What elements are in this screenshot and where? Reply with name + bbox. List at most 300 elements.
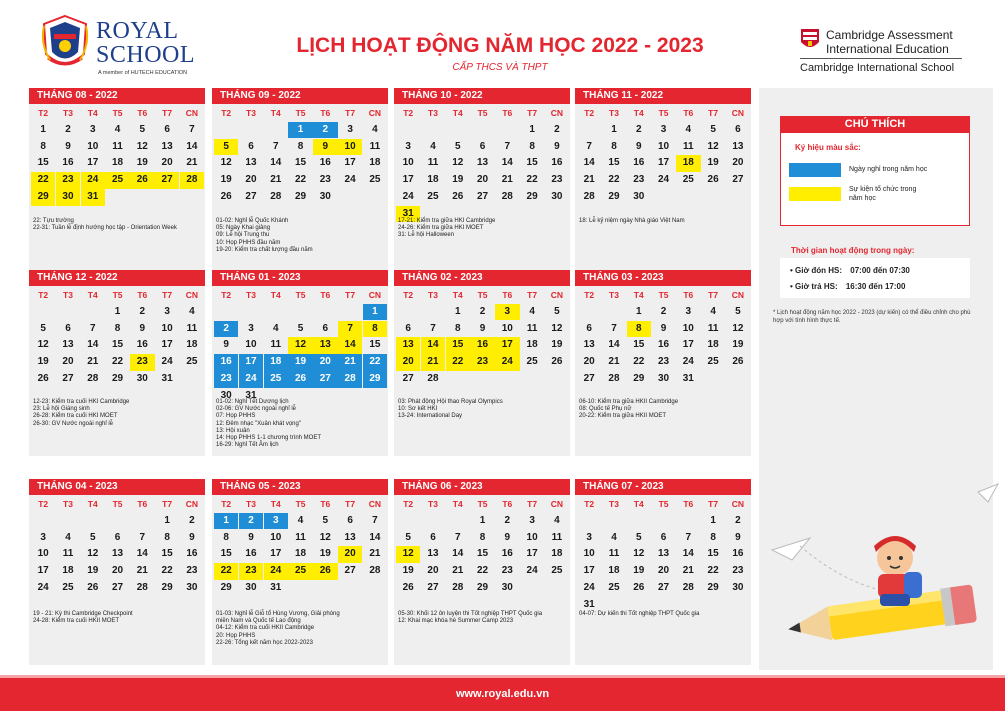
day-cell: 16 xyxy=(551,157,563,169)
empty-cell xyxy=(421,122,445,139)
weekday-label: T7 xyxy=(708,499,719,509)
day-cell: 23 xyxy=(186,565,198,577)
day-cell: 22 xyxy=(633,356,645,368)
month-title: THÁNG 09 - 2022 xyxy=(212,88,388,104)
empty-cell xyxy=(214,304,238,321)
weekday-label: T4 xyxy=(452,108,463,118)
day-cell: 28 xyxy=(452,581,464,593)
day-cell: 19 xyxy=(707,157,719,169)
month-events xyxy=(398,611,568,625)
day-grid xyxy=(396,287,569,388)
day-cell: 16 xyxy=(657,339,670,351)
cambridge-title-line2: International Education xyxy=(826,42,949,56)
day-cell: 22 xyxy=(111,356,124,368)
day-cell: 25 xyxy=(62,581,74,593)
day-cell: 5 xyxy=(405,531,411,543)
event-item: 12-23: Kiểm tra cuối HKI Cambridge xyxy=(33,399,130,405)
day-cell: 18 xyxy=(676,155,700,172)
day-cell: 28 xyxy=(87,372,99,384)
day-cell: 13 xyxy=(313,337,337,354)
day-cell: 18 xyxy=(264,354,288,371)
empty-cell xyxy=(421,513,445,530)
month-calendar xyxy=(575,88,751,274)
month-title: THÁNG 11 - 2022 xyxy=(575,88,751,104)
weekday-label: T7 xyxy=(162,290,173,300)
day-grid xyxy=(214,287,387,404)
event-item: miền Nam và Quốc tế Lao động xyxy=(216,618,301,625)
day-cell: 16 xyxy=(62,157,74,169)
event-item: 06-10: Kiểm tra giữa HKII Cambridge xyxy=(579,399,679,405)
day-cell: 8 xyxy=(529,140,535,152)
day-cell: 15 xyxy=(476,548,489,560)
day-cell: 6 xyxy=(479,140,486,152)
weekday-label: T5 xyxy=(112,108,123,118)
weekday-label: T2 xyxy=(584,499,595,509)
weekday-label: T6 xyxy=(137,499,148,509)
day-cell: 14 xyxy=(186,140,198,152)
empty-cell xyxy=(56,304,80,321)
empty-cell xyxy=(239,304,263,321)
empty-cell xyxy=(239,122,263,139)
day-cell: 16 xyxy=(470,337,494,354)
weekday-label: T2 xyxy=(221,499,232,509)
day-cell: 26 xyxy=(288,371,312,388)
day-cell: 23 xyxy=(470,354,494,371)
event-swatch xyxy=(789,187,841,201)
month-events xyxy=(216,611,386,647)
month-events xyxy=(216,218,386,254)
day-cell: 26 xyxy=(220,190,232,202)
day-cell: 8 xyxy=(297,140,304,152)
weekday-label: T3 xyxy=(428,108,438,118)
event-item: 05: Ngày Khai giảng xyxy=(216,225,271,232)
paper-plane-icon xyxy=(978,484,998,502)
month-events xyxy=(33,399,203,428)
day-cell: 11 xyxy=(295,531,306,543)
event-item: 23: Lễ hội Giáng sinh xyxy=(33,406,90,413)
day-cell: 9 xyxy=(223,339,229,351)
weekday-label: T6 xyxy=(320,108,331,118)
day-grid xyxy=(31,105,204,206)
day-cell: 25 xyxy=(427,190,439,202)
cambridge-title-line1: Cambridge Assessment xyxy=(826,28,953,42)
day-cell: 1 xyxy=(214,513,238,530)
day-cell: 27 xyxy=(245,190,257,202)
empty-cell xyxy=(81,513,105,530)
day-cell: 30 xyxy=(245,581,257,593)
day-grid xyxy=(396,105,569,222)
day-cell: 31 xyxy=(81,189,105,206)
day-cell: 12 xyxy=(288,337,312,354)
day-cell: 7 xyxy=(272,140,279,152)
day-cell: 26 xyxy=(130,172,154,189)
day-cell: 9 xyxy=(479,322,486,334)
day-cell: 28 xyxy=(608,372,620,384)
day-cell: 6 xyxy=(114,531,121,543)
month-title: THÁNG 02 - 2023 xyxy=(394,270,570,286)
day-cell: 11 xyxy=(112,140,123,152)
day-cell: 3 xyxy=(264,513,288,530)
day-cell: 11 xyxy=(608,548,620,560)
day-cell: 20 xyxy=(313,354,337,371)
day-cell: 4 xyxy=(272,322,279,334)
day-cell: 24 xyxy=(81,172,105,189)
weekday-label: T4 xyxy=(270,499,281,509)
day-cell: 20 xyxy=(583,356,595,368)
weekday-label: CN xyxy=(185,499,199,509)
day-cell: 30 xyxy=(136,372,148,384)
day-cell: 3 xyxy=(40,531,46,543)
day-cell: 10 xyxy=(402,157,414,169)
event-item: 10: Họp PHHS đầu năm xyxy=(216,239,281,246)
event-item: 22-31: Tuần lễ định hướng học tập - Orientation Week xyxy=(33,225,177,232)
day-cell: 2 xyxy=(313,122,337,139)
day-cell: 23 xyxy=(239,563,263,580)
empty-cell xyxy=(313,304,337,321)
weekday-label: T2 xyxy=(403,108,414,118)
day-cell: 25 xyxy=(682,174,694,186)
day-cell: 11 xyxy=(683,140,694,152)
empty-cell xyxy=(31,513,55,530)
day-cell: 5 xyxy=(297,322,304,334)
day-cell: 7 xyxy=(139,531,146,543)
weekday-label: T3 xyxy=(609,499,619,509)
day-cell: 22 xyxy=(294,174,307,186)
day-cell: 4 xyxy=(554,514,560,526)
weekday-label: T2 xyxy=(221,290,232,300)
event-item: 24-26: Kiểm tra giữa HKI MOET xyxy=(398,225,484,232)
day-cell: 14 xyxy=(338,337,362,354)
day-cell: 31 xyxy=(583,598,595,610)
day-cell: 23 xyxy=(501,565,513,577)
event-item: 02-06: GV Nước ngoài nghỉ lễ xyxy=(216,406,296,413)
day-cell: 16 xyxy=(245,548,257,560)
day-cell: 7 xyxy=(372,514,378,526)
day-cell: 14 xyxy=(136,548,148,560)
weekday-label: CN xyxy=(731,290,745,300)
day-cell: 3 xyxy=(248,322,254,334)
day-cell: 31 xyxy=(270,581,282,593)
boy-on-pencil-illustration xyxy=(770,480,1000,670)
weekday-label: T6 xyxy=(320,499,331,509)
empty-cell xyxy=(651,513,675,530)
day-cell: 10 xyxy=(501,322,513,334)
dropoff-row xyxy=(790,282,905,291)
weekday-label: CN xyxy=(185,290,199,300)
day-cell: 4 xyxy=(372,123,378,135)
event-item: 19-20: Kiểm tra chất lượng đầu năm xyxy=(216,246,313,253)
day-cell: 21 xyxy=(270,174,282,186)
day-cell: 18 xyxy=(294,548,307,560)
month-title: THÁNG 03 - 2023 xyxy=(575,270,751,286)
weekday-label: T7 xyxy=(345,499,356,509)
day-cell: 18 xyxy=(369,157,381,169)
empty-cell xyxy=(495,122,519,139)
day-cell: 14 xyxy=(369,531,381,543)
day-cell: 31 xyxy=(161,372,173,384)
day-cell: 26 xyxy=(313,563,337,580)
day-cell: 16 xyxy=(319,157,331,169)
weekday-label: T5 xyxy=(295,108,306,118)
day-cell: 23 xyxy=(551,174,563,186)
day-cell: 26 xyxy=(87,581,99,593)
website-link[interactable]: www.royal.edu.vn xyxy=(455,688,550,700)
weekday-label: T6 xyxy=(683,108,694,118)
day-cell: 25 xyxy=(608,581,620,593)
event-item: 16-29: Nghỉ Tết Âm lịch xyxy=(216,442,279,449)
event-item: 03: Phát động Hội thao Royal Olympics xyxy=(398,399,503,405)
day-cell: 6 xyxy=(660,531,667,543)
day-cell: 24 xyxy=(657,174,670,186)
weekday-label: T4 xyxy=(452,290,463,300)
day-cell: 9 xyxy=(139,322,146,334)
day-cell: 19 xyxy=(136,157,148,169)
day-cell: 10 xyxy=(270,531,282,543)
month-title: THÁNG 01 - 2023 xyxy=(212,270,388,286)
day-cell: 14 xyxy=(270,157,282,169)
day-cell: 24 xyxy=(526,565,538,577)
day-cell: 22 xyxy=(31,172,55,189)
day-cell: 4 xyxy=(189,305,195,317)
day-cell: 21 xyxy=(369,548,381,560)
day-cell: 20 xyxy=(476,174,489,186)
day-cell: 2 xyxy=(735,514,741,526)
month-title: THÁNG 08 - 2022 xyxy=(29,88,205,104)
month-events xyxy=(398,399,568,421)
day-cell: 13 xyxy=(62,339,74,351)
day-cell: 12 xyxy=(37,339,49,351)
empty-cell xyxy=(264,304,288,321)
day-cell: 20 xyxy=(427,565,439,577)
day-cell: 17 xyxy=(402,174,414,186)
day-cell: 28 xyxy=(427,372,439,384)
empty-cell xyxy=(421,304,445,321)
day-cell: 1 xyxy=(114,305,121,317)
empty-cell xyxy=(470,122,494,139)
day-cell: 16 xyxy=(732,548,744,560)
legend-title: CHÚ THÍCH xyxy=(780,116,970,132)
event-item: 20-22: Kiểm tra giữa HKII MOET xyxy=(579,413,667,420)
day-cell: 19 xyxy=(319,548,331,560)
day-cell: 21 xyxy=(421,354,445,371)
day-cell: 29 xyxy=(220,581,232,593)
month-events xyxy=(579,611,749,618)
day-cell: 14 xyxy=(682,548,694,560)
day-cell: 29 xyxy=(476,581,489,593)
event-item: 26-30: GV Nước ngoài nghỉ lễ xyxy=(33,420,113,427)
day-cell: 6 xyxy=(405,322,411,334)
month-calendar xyxy=(394,270,570,456)
day-cell: 23 xyxy=(633,174,645,186)
day-cell: 30 xyxy=(551,190,563,202)
weekday-label: T2 xyxy=(38,290,49,300)
day-cell: 6 xyxy=(248,140,254,152)
day-cell: 10 xyxy=(87,140,99,152)
day-cell: 29 xyxy=(526,190,538,202)
day-cell: 5 xyxy=(635,531,642,543)
day-cell: 26 xyxy=(452,190,464,202)
day-cell: 12 xyxy=(732,322,744,334)
weekday-label: T4 xyxy=(270,108,281,118)
month-calendar xyxy=(575,270,751,456)
weekday-label: T2 xyxy=(38,108,49,118)
day-cell: 27 xyxy=(155,172,179,189)
month-calendar xyxy=(29,479,205,665)
event-item: 24-28: Kiểm tra cuối HKII MOET xyxy=(33,618,120,625)
month-events xyxy=(33,611,203,625)
weekday-label: T3 xyxy=(246,108,256,118)
empty-cell xyxy=(577,304,601,321)
day-cell: 25 xyxy=(288,563,312,580)
day-cell: 7 xyxy=(685,531,692,543)
weekday-label: T4 xyxy=(87,499,98,509)
logo-school-text: SCHOOL xyxy=(96,42,196,68)
day-cell: 18 xyxy=(427,174,439,186)
day-cell: 27 xyxy=(657,581,670,593)
empty-cell xyxy=(105,513,129,530)
empty-cell xyxy=(446,122,470,139)
day-cell: 13 xyxy=(344,531,356,543)
day-cell: 11 xyxy=(270,339,282,351)
day-cell: 9 xyxy=(554,140,560,152)
day-cell: 27 xyxy=(583,372,595,384)
day-cell: 9 xyxy=(635,140,642,152)
day-cell: 5 xyxy=(139,123,146,135)
empty-cell xyxy=(627,513,651,530)
day-cell: 4 xyxy=(65,531,71,543)
dropoff-label: • Giờ trả HS: xyxy=(790,282,838,291)
day-cell: 4 xyxy=(430,140,436,152)
empty-cell xyxy=(396,513,420,530)
day-cell: 27 xyxy=(427,581,439,593)
day-cell: 14 xyxy=(583,157,595,169)
logo-royal-text: ROYAL xyxy=(96,18,179,44)
day-cell: 20 xyxy=(396,354,420,371)
day-cell: 8 xyxy=(454,322,461,334)
paper-plane-icon xyxy=(772,538,810,560)
day-cell: 28 xyxy=(338,371,362,388)
day-cell: 12 xyxy=(220,157,232,169)
weekday-label: T4 xyxy=(87,290,98,300)
day-cell: 22 xyxy=(476,565,489,577)
month-calendar xyxy=(394,479,570,665)
day-cell: 17 xyxy=(682,339,694,351)
weekday-label: T7 xyxy=(708,108,719,118)
event-item: 01-02: Nghỉ Tết Dương lịch xyxy=(216,399,289,405)
day-cell: 16 xyxy=(214,354,238,371)
day-cell: 14 xyxy=(421,337,445,354)
day-cell: 14 xyxy=(452,548,464,560)
weekday-label: T5 xyxy=(295,290,306,300)
day-cell: 29 xyxy=(608,190,620,202)
day-cell: 17 xyxy=(161,339,173,351)
day-cell: 27 xyxy=(111,581,124,593)
weekday-label: T6 xyxy=(502,290,513,300)
day-cell: 10 xyxy=(245,339,257,351)
day-cell: 18 xyxy=(526,339,538,351)
day-cell: 24 xyxy=(402,190,414,202)
day-cell: 21 xyxy=(608,356,620,368)
event-item: 26-28: Kiểm tra cuối HKI MOET xyxy=(33,413,118,420)
day-cell: 24 xyxy=(495,354,519,371)
day-cell: 6 xyxy=(347,514,353,526)
day-cell: 12 xyxy=(551,322,563,334)
day-cell: 17 xyxy=(526,548,538,560)
month-events xyxy=(579,399,749,421)
month-title: THÁNG 07 - 2023 xyxy=(575,479,751,495)
pickup-row xyxy=(790,266,910,275)
day-cell: 21 xyxy=(501,174,513,186)
day-cell: 20 xyxy=(732,157,744,169)
day-cell: 24 xyxy=(583,581,595,593)
day-cell: 20 xyxy=(245,174,257,186)
school-crest-icon xyxy=(40,14,90,74)
day-cell: 19 xyxy=(288,354,312,371)
day-cell: 15 xyxy=(707,548,719,560)
day-cell: 1 xyxy=(710,514,716,526)
holiday-swatch xyxy=(789,163,841,177)
logo-tagline: A member of HUTECH EDUCATION xyxy=(98,70,188,76)
weekday-label: CN xyxy=(185,108,199,118)
day-cell: 9 xyxy=(65,140,71,152)
day-cell: 30 xyxy=(56,189,80,206)
day-cell: 25 xyxy=(707,356,719,368)
day-cell: 8 xyxy=(40,140,46,152)
weekday-label: T6 xyxy=(502,499,513,509)
page-subtitle: CẤP THCS VÀ THPT xyxy=(452,62,548,73)
day-cell: 12 xyxy=(452,157,464,169)
day-cell: 21 xyxy=(452,565,464,577)
day-cell: 12 xyxy=(707,140,719,152)
day-cell: 18 xyxy=(186,339,198,351)
day-cell: 9 xyxy=(735,531,741,543)
month-calendar xyxy=(29,88,205,274)
day-cell: 21 xyxy=(136,565,148,577)
weekday-label: T6 xyxy=(683,499,694,509)
day-cell: 15 xyxy=(369,339,381,351)
day-cell: 4 xyxy=(529,305,535,317)
empty-cell xyxy=(396,122,420,139)
empty-cell xyxy=(288,304,312,321)
day-cell: 13 xyxy=(161,140,173,152)
month-calendar xyxy=(212,479,388,665)
event-item: 12: Đêm nhạc "Xuân khát vọng" xyxy=(216,420,301,427)
day-cell: 22 xyxy=(608,174,620,186)
day-cell: 2 xyxy=(65,123,71,135)
day-cell: 5 xyxy=(214,139,238,156)
weekday-label: T3 xyxy=(63,108,73,118)
weekday-label: T5 xyxy=(477,108,488,118)
day-cell: 14 xyxy=(501,157,513,169)
weekday-label: T2 xyxy=(584,108,595,118)
day-cell: 19 xyxy=(37,356,49,368)
weekday-label: T5 xyxy=(477,499,488,509)
day-cell: 22 xyxy=(214,563,238,580)
day-cell: 4 xyxy=(611,531,617,543)
day-cell: 20 xyxy=(62,356,74,368)
weekday-label: T2 xyxy=(221,108,232,118)
day-grid xyxy=(31,287,204,388)
day-cell: 29 xyxy=(294,190,307,202)
event-item: 18: Lễ kỷ niệm ngày Nhà giáo Việt Nam xyxy=(579,218,685,224)
day-cell: 20 xyxy=(657,565,670,577)
day-cell: 31 xyxy=(245,389,257,401)
day-cell: 24 xyxy=(682,356,694,368)
day-cell: 18 xyxy=(62,565,74,577)
month-calendar xyxy=(575,479,751,665)
day-cell: 2 xyxy=(660,305,667,317)
empty-cell xyxy=(577,122,601,139)
